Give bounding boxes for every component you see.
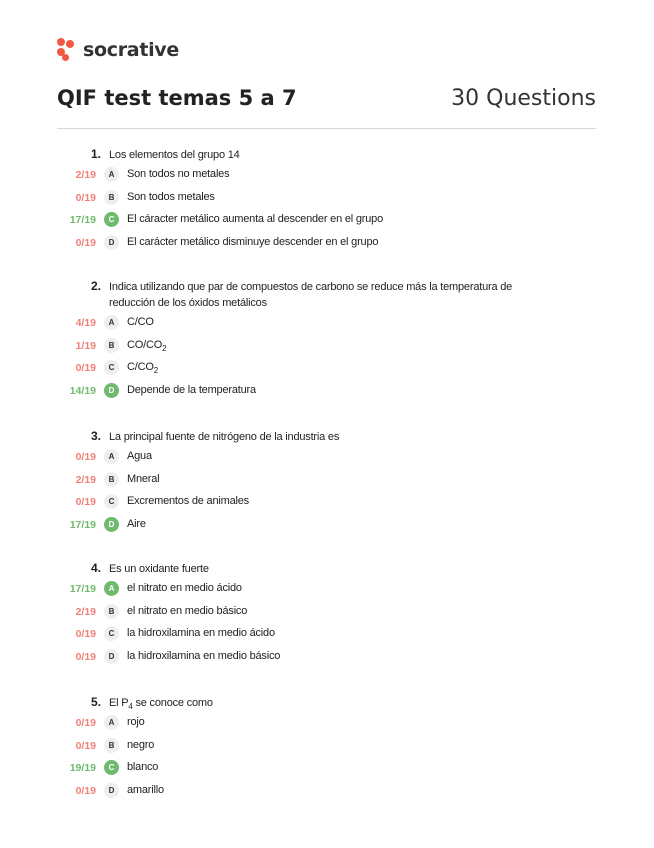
answer-score: 0/19 [75, 496, 96, 508]
answer-letter-badge: B [104, 190, 119, 205]
question-text: La principal fuente de nitrógeno de la industria es [109, 431, 340, 443]
answer-row [0, 493, 654, 516]
answer-row [0, 737, 654, 760]
answer-score: 0/19 [75, 784, 96, 797]
correct-answer-letter-badge: C [104, 212, 119, 227]
answer-letter-badge: A [104, 715, 119, 730]
answer-score: 2/19 [75, 605, 96, 618]
answer-row [0, 314, 654, 337]
answer-row [0, 337, 654, 360]
question-header [0, 147, 654, 163]
question-number: 2. [90, 279, 101, 293]
answer-row [0, 516, 654, 539]
question-block [0, 695, 654, 804]
brand-logo [57, 38, 179, 62]
answer-text: Son todos metales [127, 190, 215, 203]
answer-row [0, 189, 654, 212]
answer-row [0, 211, 654, 234]
answer-text: Aire [127, 517, 146, 530]
answer-text: el nitrato en medio ácido [127, 582, 242, 594]
question-block [0, 561, 654, 670]
question-text: Es un oxidante fuerte [109, 563, 209, 575]
question-header [0, 429, 654, 445]
answer-row [0, 448, 654, 471]
answer-score: 14/19 [69, 384, 96, 397]
answer-text: la hidroxilamina en medio básico [127, 649, 281, 662]
answer-score: 0/19 [75, 628, 96, 640]
answer-score: 0/19 [75, 362, 96, 374]
answer-score: 2/19 [75, 473, 96, 486]
question-text: El $P_4$ se conoce como [109, 697, 213, 712]
answer-letter-badge: D [104, 235, 119, 250]
answer-row [0, 166, 654, 189]
answer-row [0, 580, 654, 603]
answer-score: 2/19 [75, 169, 96, 181]
answer-letter-badge: C [104, 360, 119, 375]
question-block [0, 147, 654, 256]
answer-text: $C/CO_2$ [127, 361, 158, 376]
answer-row [0, 782, 654, 805]
question-block [0, 279, 654, 404]
question-number: 3. [90, 429, 101, 443]
answer-text: $CO/CO_2$ [127, 338, 167, 353]
correct-answer-letter-badge: D [104, 517, 119, 532]
answer-text: Agua [127, 450, 152, 462]
answer-text: negro [127, 738, 155, 751]
answer-score: 0/19 [75, 451, 96, 463]
answer-row [0, 359, 654, 382]
answer-text: rojo [127, 716, 145, 728]
answer-score: 0/19 [75, 739, 96, 752]
question-number: 4. [90, 561, 101, 575]
answer-letter-badge: C [104, 626, 119, 641]
question-text: Los elementos del grupo 14 [109, 149, 240, 161]
answer-letter-badge: A [104, 449, 119, 464]
answer-text: blanco [127, 761, 159, 773]
answer-text: el nitrato en medio básico [127, 604, 248, 617]
answer-letter-badge: C [104, 494, 119, 509]
answer-score: 0/19 [75, 191, 96, 204]
answer-row [0, 603, 654, 626]
answer-text: Son todos no metales [127, 168, 230, 180]
answer-text: El carácter metálico disminuye descender en el grupo [127, 235, 379, 248]
question-header [0, 695, 654, 711]
quiz-title: QIF test temas 5 a 7 [57, 86, 297, 110]
answer-row [0, 714, 654, 737]
answer-score: 4/19 [75, 317, 96, 329]
answer-row [0, 759, 654, 782]
answer-text: la hidroxilamina en medio ácido [127, 627, 275, 639]
question-header [0, 279, 654, 311]
answer-text: Depende de la temperatura [127, 383, 256, 396]
answer-text: Mneral [127, 472, 160, 485]
question-block [0, 429, 654, 538]
answer-letter-badge: D [104, 649, 119, 664]
answer-text: Excrementos de animales [127, 495, 249, 507]
correct-answer-letter-badge: D [104, 383, 119, 398]
answer-score: 17/19 [69, 214, 96, 226]
header-divider [57, 128, 596, 129]
answer-text: C/CO [127, 316, 154, 328]
answer-row [0, 648, 654, 671]
question-number: 1. [90, 147, 101, 161]
answer-row [0, 625, 654, 648]
answer-score: 17/19 [69, 583, 96, 595]
answer-letter-badge: D [104, 783, 119, 798]
answer-letter-badge: B [104, 604, 119, 619]
correct-answer-letter-badge: C [104, 760, 119, 775]
correct-answer-letter-badge: A [104, 581, 119, 596]
answer-row [0, 234, 654, 257]
answer-letter-badge: B [104, 338, 119, 353]
answer-letter-badge: A [104, 315, 119, 330]
answer-letter-badge: B [104, 472, 119, 487]
answer-score: 1/19 [75, 339, 96, 352]
brand-name: socrative [83, 39, 179, 61]
answer-row [0, 471, 654, 494]
question-text: Indica utilizando que par de compuestos de carbono se reduce más la temperatura de reducción de los óxidos metálicos [109, 281, 513, 309]
socrative-logo-icon [57, 38, 79, 62]
answer-score: 17/19 [69, 518, 96, 531]
question-header [0, 561, 654, 577]
answer-score: 0/19 [75, 236, 96, 249]
answer-letter-badge: A [104, 167, 119, 182]
answer-row [0, 382, 654, 405]
answer-score: 0/19 [75, 650, 96, 663]
answer-text: amarillo [127, 783, 164, 796]
answer-score: 19/19 [69, 762, 96, 774]
question-number: 5. [90, 695, 101, 709]
answer-score: 0/19 [75, 717, 96, 729]
question-count: 30 Questions [451, 86, 596, 111]
answer-letter-badge: B [104, 738, 119, 753]
answer-text: El cáracter metálico aumenta al descender en el grupo [127, 213, 383, 225]
